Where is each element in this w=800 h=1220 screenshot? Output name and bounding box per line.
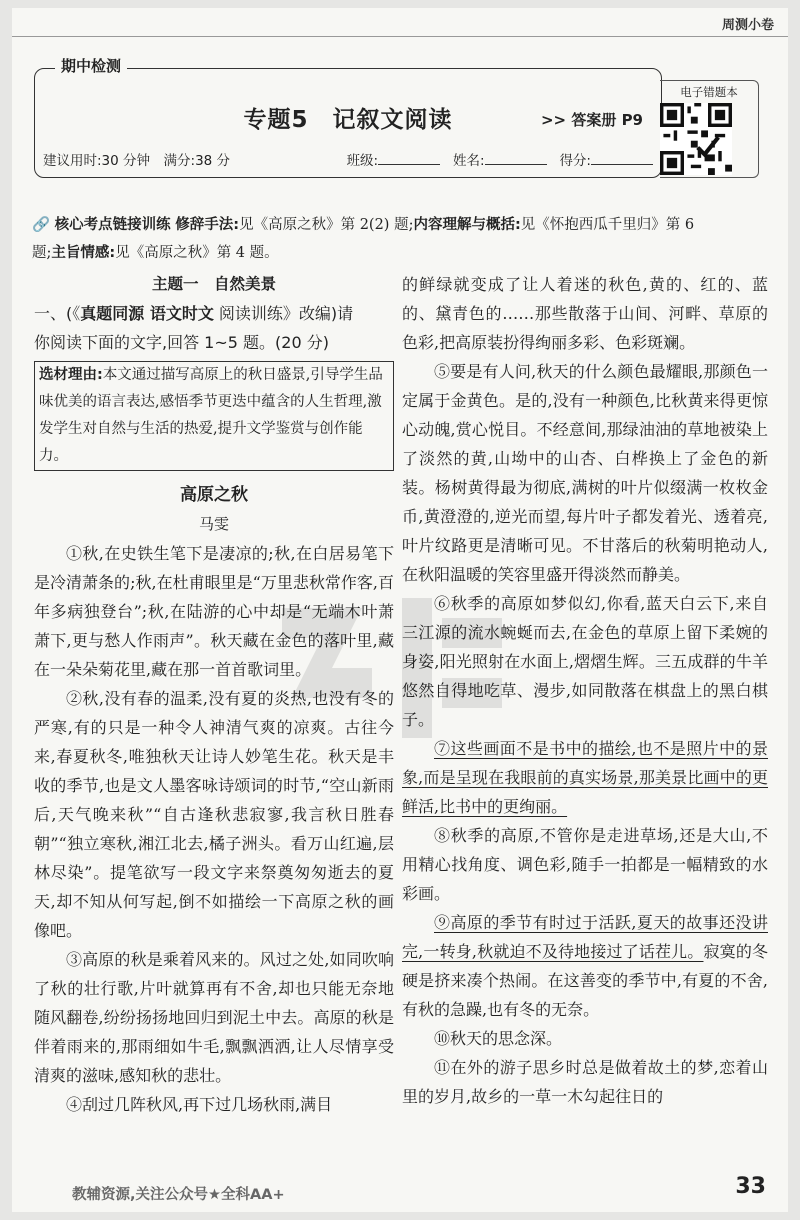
link-label: 核心考点链接训练 bbox=[54, 217, 171, 233]
rhetoric-label: 修辞手法: bbox=[175, 217, 240, 233]
question-instruction: 你阅读下面的文字,回答 1~5 题。(20 分) bbox=[34, 333, 329, 352]
paragraph-5: ⑤要是有人问,秋天的什么颜色最耀眼,那颜色一定属于金黄色。是的,没有一种颜色,比秋黄来得更惊心动魄,赏心悦目。不经意间,那绿油油的草地被染上了淡然的黄,山坳中的山杏、白桦换上了金色的新装。杨树黄得最为彻底,满树的叶片似缀满一枚枚金币,黄澄澄的,逆光而望,每片叶子都发着光、透着亮,叶片纹路更是清晰可见。不甘落后的秋菊明艳动人,在秋阳温暖的笑容里盛开得淡然而静美。 bbox=[402, 362, 768, 584]
article-author: 马雯 bbox=[198, 515, 229, 533]
selection-reason-box bbox=[34, 361, 394, 471]
time-score-info: 建议用时:30 分钟 满分:38 分 bbox=[43, 153, 231, 169]
qr-code-icon[interactable] bbox=[660, 103, 732, 175]
page-title: 专题5 记叙文阅读 bbox=[243, 107, 453, 133]
paragraph-8: ⑧秋季的高原,不管你是走进草场,还是大山,不用精心找角度、调色彩,随手一拍都是一幅精致的水彩画。 bbox=[402, 826, 768, 903]
top-divider bbox=[12, 36, 788, 37]
paragraph-7: ⑦这些画面不是书中的描绘,也不是照片中的景象,而是呈现在我眼前的真实场景,那美景比画中的更鲜活,比书中的更绚丽。 bbox=[402, 739, 768, 816]
corner-tag: 周测小卷 bbox=[721, 18, 774, 33]
section-tab: 期中检测 bbox=[55, 55, 127, 76]
paragraph-9-underlined: ⑨高原的季节有时过于活跃,夏天的故事还没讲完,一转身,秋就迫不及待地接过了话茬儿。 bbox=[402, 913, 768, 961]
paragraph-6: ⑥秋季的高原如梦似幻,你看,蓝天白云下,来自三江源的流水蜿蜒而去,在金色的草原上留下柔婉的身姿,阳光照射在水面上,熠熠生辉。三五成群的牛羊悠然自得地吃草、漫步,如同散落在棋盘上的黑白棋子。 bbox=[402, 594, 768, 729]
info-row bbox=[43, 149, 653, 169]
paragraph-11: ⑪在外的游子思乡时总是做着故土的梦,恋着山里的岁月,故乡的一草一木勾起往日的 bbox=[402, 1058, 768, 1106]
article-title: 高原之秋 bbox=[180, 485, 248, 505]
content-text-cont: 题; bbox=[32, 245, 52, 261]
paragraph-1: ①秋,在史铁生笔下是凄凉的;秋,在白居易笔下是冷清萧条的;秋,在杜甫眼里是“万里悲秋常作客,百年多病独登台”;秋,在陆游的心中却是“无端木叶萧萧下,更与愁人作雨声”。秋天藏在金色的落叶里,藏在一朵朵菊花里,藏在那一首首歌词里。 bbox=[34, 544, 394, 679]
theme-text: 见《高原之秋》第 4 题。 bbox=[115, 245, 279, 261]
qr-box bbox=[660, 80, 759, 178]
core-points bbox=[32, 211, 764, 267]
score-label: 得分: bbox=[559, 153, 591, 169]
score-blank[interactable] bbox=[591, 164, 653, 165]
paragraph-3: ③高原的秋是乘着风来的。风过之处,如同吹响了秋的壮行歌,片叶就算再有不舍,却也只能无奈地随风翻卷,纷纷扬扬地回归到泥土中去。高原的秋是伴着雨来的,那雨细如牛毛,飘飘洒洒,让人尽情享受清爽的滋味,感知秋的悲壮。 bbox=[34, 950, 394, 1085]
paragraph-2: ②秋,没有春的温柔,没有夏的炎热,也没有冬的严寒,有的只是一种令人神清气爽的凉爽。古往今来,春夏秋冬,唯独秋天让诗人妙笔生花。秋天是丰收的季节,也是文人墨客咏诗颂词的时节,“空山新雨后,天气晚来秋”“自古逢秋悲寂寥,我言秋日胜春朝”“独立寒秋,湘江北去,橘子洲头。看万山红遍,层林尽染”。提笔欲写一段文字来祭奠匆匆逝去的夏天,却不知从何写起,倒不如描绘一下高原之秋的画像吧。 bbox=[34, 689, 394, 940]
question-source: 真题同源 语文时文 bbox=[80, 304, 214, 323]
question-prefix: 一、(《 bbox=[34, 304, 81, 323]
class-blank[interactable] bbox=[378, 164, 440, 165]
paragraph-4-continued: 的鲜绿就变成了让人着迷的秋色,黄的、红的、蓝的、黛青色的……那些散落于山间、河畔、草原的色彩,把高原装扮得绚丽多彩、色彩斑斓。 bbox=[402, 275, 768, 352]
exam-page bbox=[12, 8, 788, 1212]
paragraph-4: ④刮过几阵秋风,再下过几场秋雨,满目 bbox=[66, 1095, 333, 1114]
qr-label: 电子错题本 bbox=[680, 85, 738, 99]
theme-heading: 主题一 自然美景 bbox=[151, 275, 276, 293]
reason-label: 选材理由: bbox=[39, 367, 103, 383]
page-number: 33 bbox=[735, 1174, 766, 1199]
content-label: 内容理解与概括: bbox=[413, 217, 521, 233]
paragraph-10: ⑩秋天的思念深。 bbox=[434, 1029, 563, 1048]
question-suffix: 阅读训练》改编)请 bbox=[213, 304, 354, 323]
link-icon: 🔗 bbox=[32, 217, 51, 233]
footer-text: 教辅资源,关注公众号★全科AA+ bbox=[72, 1187, 285, 1203]
name-blank[interactable] bbox=[485, 164, 547, 165]
student-fields bbox=[347, 149, 653, 169]
reason-text: 本文通过描写高原上的秋日盛景,引导学生品味优美的语言表达,感悟季节更迭中蕴含的人生哲理,激发学生对自然与生活的热爱,提升文学鉴赏与创作能力。 bbox=[39, 367, 383, 464]
name-label: 姓名: bbox=[453, 153, 485, 169]
paragraph-9 bbox=[402, 908, 768, 1024]
content-text: 见《怀抱西瓜千里归》第 6 bbox=[520, 217, 695, 233]
question-heading bbox=[34, 299, 394, 357]
paragraph-9-rest: 寂寞的冬硬是挤来凑个热闹。在这善变的季节中,有夏的不舍,有秋的急躁,也有冬的无奈。 bbox=[402, 942, 768, 1019]
left-column bbox=[34, 270, 394, 1119]
rhetoric-text: 见《高原之秋》第 2(2) 题; bbox=[239, 217, 414, 233]
class-label: 班级: bbox=[346, 153, 379, 169]
theme-label: 主旨情感: bbox=[51, 245, 116, 261]
exam-header bbox=[34, 57, 662, 178]
right-column bbox=[402, 270, 768, 1111]
answer-reference: >> 答案册 P9 bbox=[540, 111, 643, 129]
